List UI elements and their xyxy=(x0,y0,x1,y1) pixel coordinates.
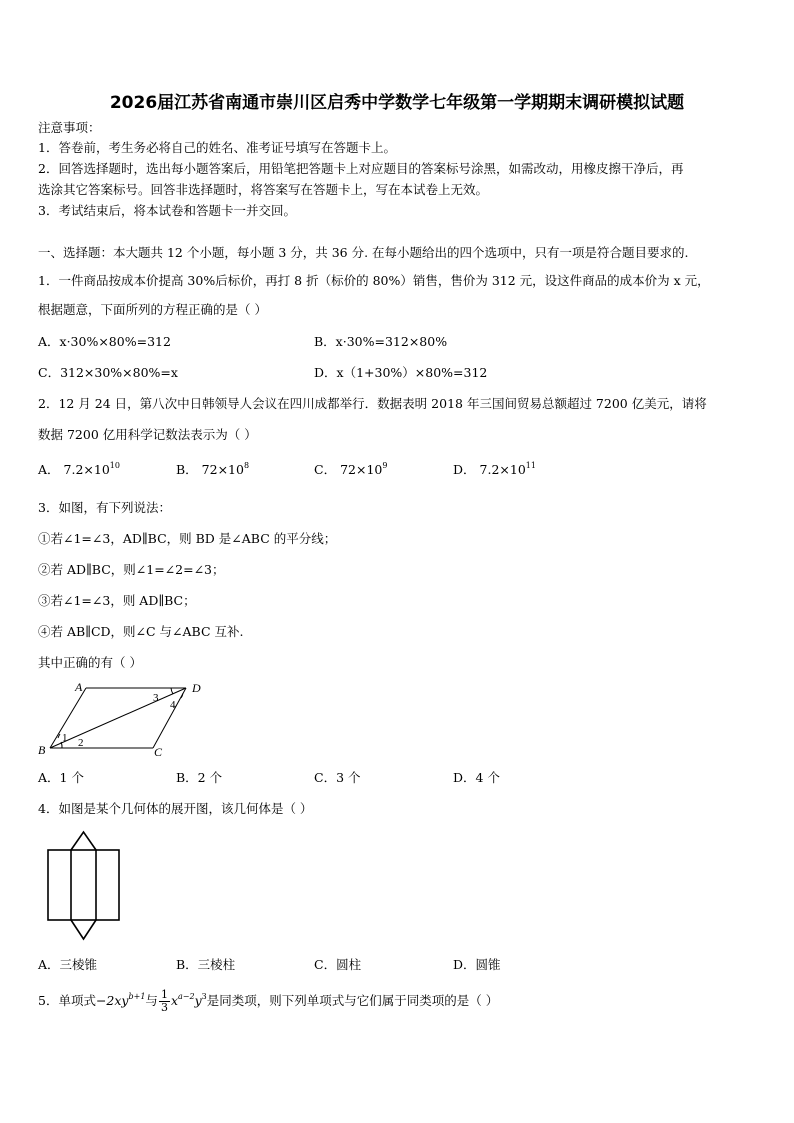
q4-option-a: A．三棱锥 xyxy=(38,957,98,972)
angle-2-label: 2 xyxy=(78,737,84,749)
q3-statement-4: ④若 AB∥CD，则∠C 与∠ABC 互补. xyxy=(38,624,244,639)
notice-item-3: 3．考试结束后，将本试卷和答题卡一并交回。 xyxy=(38,203,296,218)
q1-option-b: B．x·30%=312×80% xyxy=(314,334,448,349)
q3-statement-2: ②若 AD∥BC，则∠1=∠2=∠3； xyxy=(38,562,225,577)
vertex-a-label: A xyxy=(75,680,83,694)
q5-monomial-1: −2xy xyxy=(95,993,129,1008)
q1-stem-line1: 1．一件商品按成本价提高 30%后标价，再打 8 折（标价的 80%）销售，售价为 312 元，设这件商品的成本价为 x 元， xyxy=(38,273,710,288)
prism-net-figure xyxy=(44,828,126,944)
q2-stem-line1: 2．12 月 24 日，第八次中日韩领导人会议在四川成都举行．数据表明 2018 年三国间贸易总额超过 7200 亿美元，请将 xyxy=(38,396,707,411)
notice-item-2: 2．回答选择题时，选出每小题答案后，用铅笔把答题卡上对应题目的答案标号涂黑，如需改动，用橡皮擦干净后，再 xyxy=(38,161,684,176)
q3-question: 其中正确的有（ ） xyxy=(38,655,142,670)
q2-option-a: A． $7.2\times 10^{10}$ xyxy=(38,461,120,477)
section-heading: 一、选择题：本大题共 12 个小题，每小题 3 分，共 36 分. 在每小题给出的四个选项中，只有一项是符合题目要求的. xyxy=(38,245,689,260)
q4-option-d: D．圆锥 xyxy=(453,957,501,972)
q3-option-a: A．1 个 xyxy=(38,770,84,785)
q1-option-d: D．x（1+30%）×80%=312 xyxy=(314,365,488,380)
q3-option-c: C．3 个 xyxy=(314,770,361,785)
q4-stem: 4．如图是某个几何体的展开图，该几何体是（ ） xyxy=(38,801,313,816)
vertex-d-label: D xyxy=(192,681,201,695)
q1-stem-line2: 根据题意，下面所列的方程正确的是（ ） xyxy=(38,302,267,317)
q3-statement-1: ①若∠1=∠3，AD∥BC，则 BD 是∠ABC 的平分线； xyxy=(38,531,337,546)
q2-option-c: C． $72\times 10^9$ xyxy=(314,461,388,477)
angle-1-label: 1 xyxy=(62,732,68,744)
q1-option-a: A．x·30%×80%=312 xyxy=(38,334,171,349)
angle-3-label: 3 xyxy=(153,692,159,704)
notice-heading: 注意事项： xyxy=(38,120,101,135)
notice-item-1: 1．答卷前，考生务必将自己的姓名、准考证号填写在答题卡上。 xyxy=(38,140,396,155)
q3-statement-3: ③若∠1=∠3，则 AD∥BC； xyxy=(38,593,196,608)
q4-option-b: B．三棱柱 xyxy=(176,957,236,972)
q1-option-c: C．312×30%×80%=x xyxy=(38,365,178,380)
vertex-b-label: B xyxy=(38,743,46,757)
q2-option-d: D． $7.2\times 10^{11}$ xyxy=(453,461,536,477)
parallelogram-figure xyxy=(36,678,216,760)
q2-option-b: B． $72\times 10^8$ xyxy=(176,461,250,477)
notice-item-2-cont: 选涂其它答案标号。回答非选择题时，将答案写在答题卡上，写在本试卷上无效。 xyxy=(38,182,489,197)
angle-4-label: 4 xyxy=(170,699,176,711)
q4-option-c: C．圆柱 xyxy=(314,957,362,972)
q3-option-b: B．2 个 xyxy=(176,770,223,785)
q5-fraction: $\frac{1}{3}$ xyxy=(160,988,168,1014)
q3-option-d: D．4 个 xyxy=(453,770,500,785)
q2-stem-line2: 数据 7200 亿用科学记数法表示为（ ） xyxy=(38,427,257,442)
exam-title: 2026届江苏省南通市崇川区启秀中学数学七年级第一学期期末调研模拟试题 xyxy=(109,93,685,113)
q3-stem: 3．如图，有下列说法： xyxy=(38,500,171,515)
q5-stem: 5．单项式$-2xy^{b+1}$与 $\frac{1}{3}$ $x^{a-2}y^3$是同类项，则下列单项式与它们属于同类项的是（ ） xyxy=(38,988,499,1014)
vertex-c-label: C xyxy=(154,745,163,759)
